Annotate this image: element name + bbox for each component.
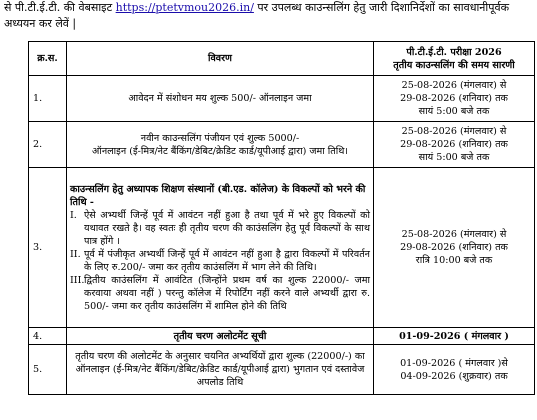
schedule-line: सायं 5:00 बजे तक (418, 106, 490, 117)
table-row (29, 345, 535, 395)
schedule-table (28, 41, 535, 395)
criteria-list (70, 209, 370, 313)
row-schedule: 01-09-2026 ( मंगलवार ) (374, 328, 535, 345)
list-marker: III. (70, 274, 85, 286)
row-schedule (374, 345, 535, 395)
table-header-row (29, 42, 535, 76)
row-serial: 3. (29, 168, 67, 328)
row-serial: 1. (29, 76, 67, 122)
website-link[interactable]: https://ptetvmou2026.in/ (115, 1, 254, 14)
table-row (29, 328, 535, 345)
schedule-line: रात्रि 10:00 बजे तक (415, 255, 493, 266)
list-marker: I. (70, 209, 77, 221)
row-serial: 4. (29, 328, 67, 345)
list-text: ऐसे अभ्यर्थी जिन्हें पूर्व में आवंटन नहीं हुआ है तथा पूर्व में भरे हुए विकल्पों को यथावत रखते है। वह स्वतः ही तृतीय चरण की काउंसलिंग हेतु पूर्व विकल्पों के साथ पात्र होंगे । (84, 209, 370, 247)
schedule-line: 29-08-2026 (शनिवार) तक (400, 139, 508, 150)
row-serial: 2. (29, 122, 67, 168)
row-schedule (374, 76, 535, 122)
schedule-line: 25-08-2026 (मंगलवार) से (401, 126, 507, 137)
intro-prefix: से पी.टी.ई.टी. की वेबसाइट (4, 1, 116, 14)
table-row (29, 76, 535, 122)
header-details: विवरण (67, 42, 374, 76)
header-schedule (374, 42, 535, 76)
details-line: ऑनलाइन (ई-मित्र/नेट बैंकिंग/डेबिट/क्रेडिट कार्ड/यूपीआई द्वारा) जमा तिथि। (92, 145, 348, 157)
schedule-line: 25-08-2026 (मंगलवार) से (401, 80, 507, 91)
list-item (70, 248, 370, 274)
row-title: काउन्सलिंग हेतु अध्यापक शिक्षण संस्थानों (बी.एड. कॉलेज) के विकल्पों को भरने की तिथि - (70, 183, 366, 208)
details-line: नवीन काउन्सलिंग पंजीयन एवं शुल्क 5000/- (140, 132, 300, 144)
row-details (67, 168, 374, 328)
row-schedule (374, 168, 535, 328)
row-serial: 5. (29, 345, 67, 395)
schedule-line: 29-08-2026 (शनिवार) तक (400, 93, 508, 104)
list-item (70, 274, 370, 313)
intro-paragraph (4, 0, 534, 32)
schedule-line: 01-09-2026 ( मंगलवार )से (400, 357, 508, 369)
intro-suffix: पर उपलब्ध काउन्सलिंग हेतु जारी दिशानिर्देशों का सावधानीपूर्वक अध्ययन कर लेवें | (4, 1, 510, 30)
list-text: पूर्व में पंजीकृत अभ्यर्थी जिन्हें पूर्व में आवंटन नहीं हुआ है द्वारा विकल्पों में परिवर्तन के लिए रु.200/- जमा कर तृतीय काउंसलिंग में भाग लेने की तिथि। (84, 248, 370, 273)
list-text: द्वितीय काउंसलिंग में आवंटित (जिन्होंने प्रथम वर्ष का शुल्क 22000/- जमा करवाया अथवा नहीं ) परन्तु कॉलेज में रिपोर्टिंग नहीं करने वाले अभ्यर्थी द्वारा रु. 500/- जमा कर तृतीय काउंसलिंग में शामिल होने की तिथि (84, 274, 370, 312)
list-marker: II. (70, 248, 81, 260)
schedule-line: 04-09-2026 (शुक्रवार) तक (400, 370, 508, 382)
schedule-line: 29-08-2026 (शनिवार) तक (400, 242, 508, 253)
table-row (29, 122, 535, 168)
table-row (29, 168, 535, 328)
row-details: तृतीय चरण की अलोटमेंट के अनुसार चयनित अभ्यर्थियों द्वारा शुल्क (22000/-) का ऑनलाइन (ई-मित्र/नेट बैंकिंग/डेबिट/क्रेडिट कार्ड/यूपीआई द्वारा) भुगतान एवं दस्तावेज अपलोड तिथि (67, 345, 374, 395)
header-serial: क्र.स. (29, 42, 67, 76)
row-details: आवेदन में संशोधन मय शुल्क 500/- ऑनलाइन जमा (67, 76, 374, 122)
header-schedule-line2: तृतीय काउन्सलिंग की समय सारणी (393, 59, 515, 71)
list-item (70, 209, 370, 248)
row-details: तृतीय चरण अलोटमेंट सूची (67, 328, 374, 345)
schedule-line: 25-08-2026 (मंगलवार) से (401, 229, 507, 240)
schedule-line: सायं 5:00 बजे तक (418, 152, 490, 163)
header-schedule-line1: पी.टी.ई.टी. परीक्षा 2026 (406, 46, 502, 58)
row-details (67, 122, 374, 168)
row-schedule (374, 122, 535, 168)
